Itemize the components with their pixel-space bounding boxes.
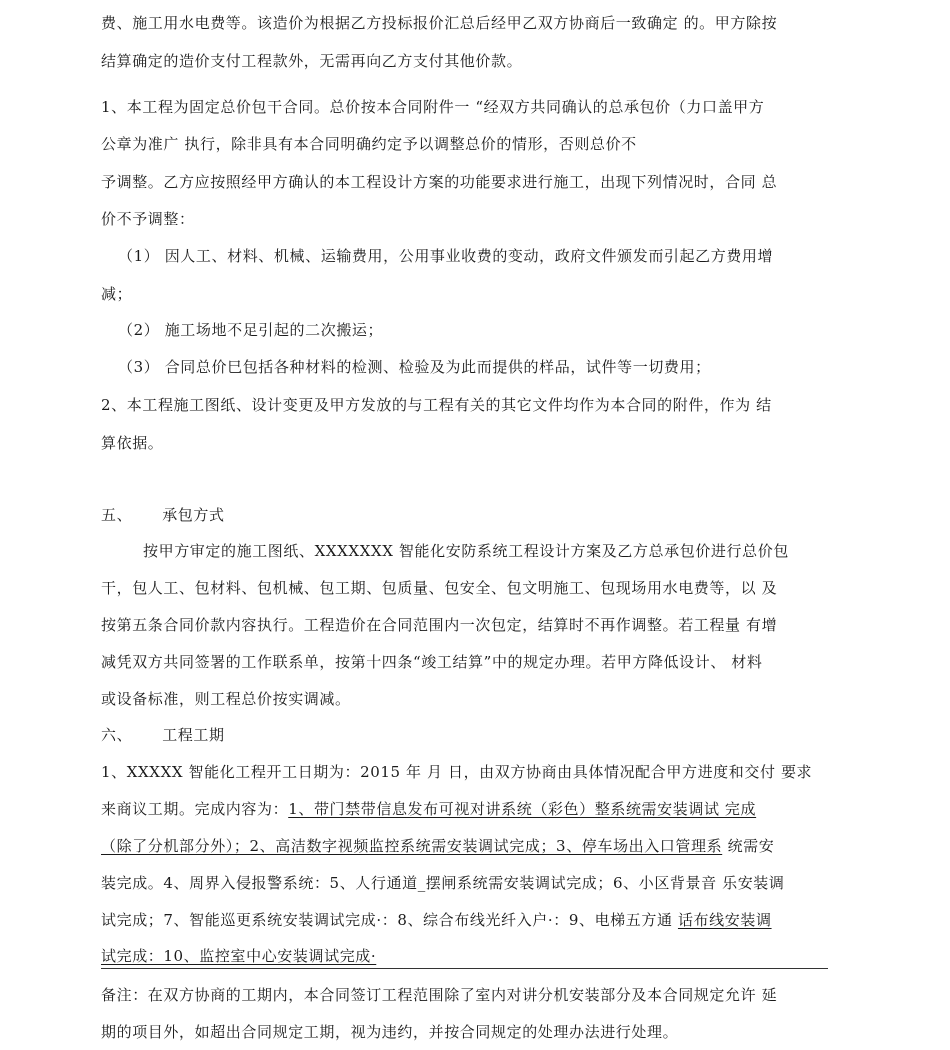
horizontal-rule (101, 968, 828, 969)
list-item-3: （3） 合同总价巳包括各种材料的检测、检验及为此而提供的样品，试件等一切费用； (118, 358, 711, 376)
paragraph-line: 费、施工用水电费等。该造价为根据乙方投标报价汇总后经甲乙双方协商后一致确定 的。甲方除按 (101, 14, 778, 32)
clause-2-line: 算依据。 (101, 434, 164, 452)
clause-1-line: 予调整。乙方应按照经甲方确认的本工程设计方案的功能要求进行施工，出现下列情况时，合同 总 (101, 173, 778, 191)
underlined-text: 1、带门禁带信息发布可视对讲系统（彩色）整系统需安装调试 完成 (288, 800, 757, 818)
text-span: 统需安 (722, 837, 775, 855)
section-title: 工程工期 (162, 726, 225, 744)
list-item-1-cont: 减； (101, 285, 133, 303)
list-item-2: （2） 施工场地不足引起的二次搬运； (118, 321, 384, 339)
clause-1-line: 价不予调整： (101, 210, 195, 228)
section-title: 承包方式 (162, 506, 225, 524)
section-6-paragraph (101, 799, 756, 819)
text-span: 试完成；7、智能巡更系统安装调试完成·：8、综合布线光纤入户·：9、电梯五方通 (101, 911, 678, 929)
clause-1-line: 1、本工程为固定总价包干合同。总价按本合同附件一 “经双方共同确认的总承包价（力口盖甲方 (101, 98, 765, 116)
section-6-paragraph (101, 836, 774, 856)
underlined-text: （除了分机部分外）；2、高洁数字视频监控系统需安装调试完成；3、停车场出入口管理系 (101, 837, 723, 855)
text-span: 来商议工期。完成内容为： (101, 800, 289, 818)
paragraph-line: 结算确定的造价支付工程款外，无需再向乙方支付其他价款。 (101, 52, 523, 70)
underlined-text: 话布线安装调 (677, 911, 772, 929)
note-paragraph: 备注：在双方协商的工期内，本合同签订工程范围除了室内对讲分机安装部分及本合同规定允许 延 (101, 986, 778, 1004)
underlined-text: 试完成：10、监控室中心安装调试完成· (101, 947, 377, 965)
section-number: 五、 (101, 506, 133, 524)
section-5-heading (101, 505, 225, 525)
section-5-paragraph: 干，包人工、包材料、包机械、包工期、包质量、包安全、包文明施工、包现场用水电费等，以 及 (101, 579, 778, 597)
section-5-paragraph: 或设备标准，则工程总价按实调减。 (101, 690, 351, 708)
section-6-paragraph: 装完成。4、周界入侵报警系统：5、人行通道_摆闸系统需安装调试完成；6、小区背景音 乐安装调 (101, 874, 785, 892)
note-paragraph: 期的项目外，如超出合同规定工期，视为违约，并按合同规定的处理办法进行处理。 (101, 1023, 679, 1041)
section-6-paragraph: 1、XXXXX 智能化工程开工日期为：2015 年 月 日，由双方协商由具体情况配合甲方进度和交付 要求 (101, 763, 813, 781)
section-number: 六、 (101, 726, 133, 744)
section-5-paragraph: 按甲方审定的施工图纸、XXXXXXX 智能化安防系统工程设计方案及乙方总承包价进行总价包 (143, 542, 789, 560)
section-5-paragraph: 减凭双方共同签署的工作联系单，按第十四条“竣工结算”中的规定办理。若甲方降低设计、 材料 (101, 653, 763, 671)
section-5-paragraph: 按第五条合同价款内容执行。工程造价在合同范围内一次包定，结算时不再作调整。若工程量 有增 (101, 616, 778, 634)
clause-2-line: 2、本工程施工图纸、设计变更及甲方发放的与工程有关的其它文件均作为本合同的附件，作为 结 (101, 396, 772, 414)
list-item-1: （1） 因人工、材料、机械、运输费用，公用事业收费的变动，政府文件颁发而引起乙方费用增 (118, 247, 774, 265)
section-6-paragraph (101, 946, 376, 966)
section-6-paragraph (101, 910, 772, 930)
section-6-heading (101, 725, 225, 745)
clause-1-line: 公章为准广 执行，除非具有本合同明确约定予以调整总价的情形，否则总价不 (101, 135, 637, 153)
